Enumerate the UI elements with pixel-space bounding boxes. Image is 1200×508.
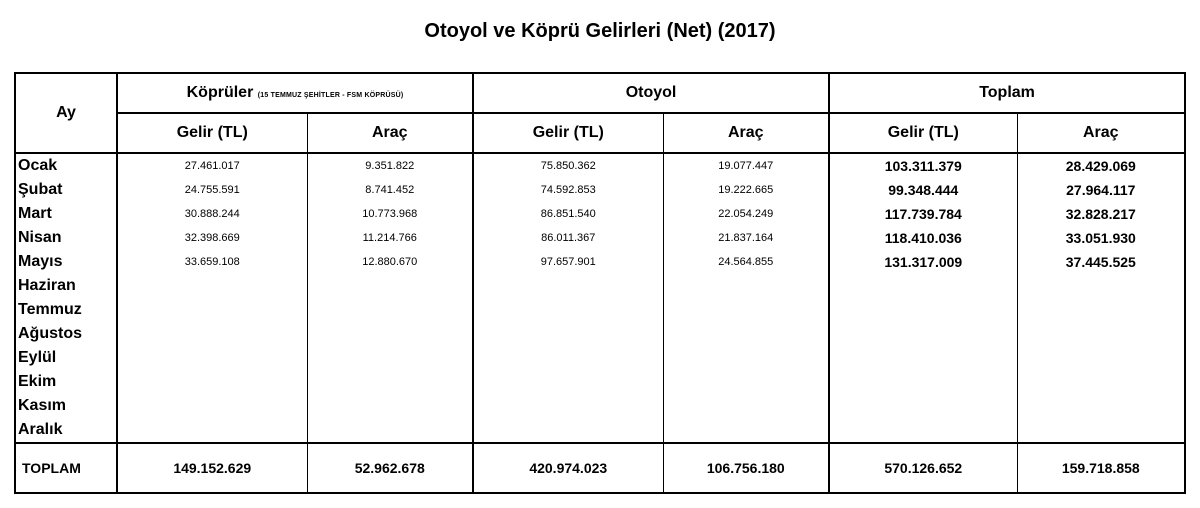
- kopruler-gelir-cell: 24.755.591: [117, 178, 307, 202]
- toplam-arac-cell: [1017, 394, 1185, 418]
- month-cell: Ağustos: [15, 322, 117, 346]
- kopruler-gelir-cell: 33.659.108: [117, 250, 307, 274]
- otoyol-arac-cell: 21.837.164: [663, 226, 829, 250]
- totals-toplam-gelir: 570.126.652: [829, 443, 1017, 493]
- totals-otoyol-gelir: 420.974.023: [473, 443, 663, 493]
- toplam-gelir-cell: 99.348.444: [829, 178, 1017, 202]
- table-row: [15, 178, 1185, 202]
- month-cell: Aralık: [15, 418, 117, 443]
- toplam-arac-cell: [1017, 370, 1185, 394]
- otoyol-arac-cell: [663, 370, 829, 394]
- toplam-gelir-cell: [829, 298, 1017, 322]
- otoyol-arac-cell: 19.077.447: [663, 153, 829, 178]
- kopruler-arac-cell: [307, 370, 473, 394]
- kopruler-gelir-cell: [117, 394, 307, 418]
- revenue-table: [14, 72, 1186, 494]
- toplam-arac-cell: 28.429.069: [1017, 153, 1185, 178]
- table-row: [15, 226, 1185, 250]
- kopruler-gelir-cell: [117, 298, 307, 322]
- otoyol-arac-cell: [663, 274, 829, 298]
- kopruler-arac-cell: [307, 394, 473, 418]
- kopruler-gelir-cell: 30.888.244: [117, 202, 307, 226]
- toplam-arac-cell: [1017, 322, 1185, 346]
- header-ay: Ay: [15, 73, 117, 153]
- header-toplam: Toplam: [829, 73, 1185, 113]
- kopruler-gelir-cell: [117, 274, 307, 298]
- kopruler-arac-cell: [307, 298, 473, 322]
- table-row: [15, 394, 1185, 418]
- month-cell: Nisan: [15, 226, 117, 250]
- totals-kopruler-arac: 52.962.678: [307, 443, 473, 493]
- month-cell: Haziran: [15, 274, 117, 298]
- toplam-arac-cell: [1017, 274, 1185, 298]
- otoyol-arac-cell: [663, 298, 829, 322]
- header-toplam-gelir: Gelir (TL): [829, 113, 1017, 153]
- table-row: [15, 250, 1185, 274]
- header-kopruler-arac: Araç: [307, 113, 473, 153]
- kopruler-arac-cell: 12.880.670: [307, 250, 473, 274]
- otoyol-gelir-cell: 75.850.362: [473, 153, 663, 178]
- toplam-arac-cell: 32.828.217: [1017, 202, 1185, 226]
- header-otoyol-arac: Araç: [663, 113, 829, 153]
- otoyol-gelir-cell: [473, 418, 663, 443]
- toplam-arac-cell: 27.964.117: [1017, 178, 1185, 202]
- kopruler-gelir-cell: [117, 346, 307, 370]
- header-kopruler: [117, 73, 473, 113]
- otoyol-arac-cell: 22.054.249: [663, 202, 829, 226]
- toplam-arac-cell: [1017, 298, 1185, 322]
- toplam-gelir-cell: [829, 346, 1017, 370]
- kopruler-arac-cell: [307, 346, 473, 370]
- month-cell: Temmuz: [15, 298, 117, 322]
- kopruler-gelir-cell: [117, 370, 307, 394]
- table-row: [15, 346, 1185, 370]
- toplam-gelir-cell: 131.317.009: [829, 250, 1017, 274]
- header-kopruler-label: Köprüler: [186, 84, 254, 101]
- kopruler-arac-cell: 8.741.452: [307, 178, 473, 202]
- table-row: [15, 418, 1185, 443]
- kopruler-arac-cell: [307, 418, 473, 443]
- otoyol-gelir-cell: [473, 322, 663, 346]
- kopruler-arac-cell: [307, 322, 473, 346]
- otoyol-gelir-cell: [473, 298, 663, 322]
- header-kopruler-gelir: Gelir (TL): [117, 113, 307, 153]
- toplam-arac-cell: [1017, 418, 1185, 443]
- toplam-gelir-cell: 103.311.379: [829, 153, 1017, 178]
- table-row: [15, 153, 1185, 178]
- toplam-gelir-cell: 117.739.784: [829, 202, 1017, 226]
- otoyol-gelir-cell: [473, 370, 663, 394]
- toplam-arac-cell: 37.445.525: [1017, 250, 1185, 274]
- header-otoyol-gelir: Gelir (TL): [473, 113, 663, 153]
- table-row: [15, 322, 1185, 346]
- table-row: [15, 202, 1185, 226]
- toplam-gelir-cell: [829, 274, 1017, 298]
- month-cell: Mart: [15, 202, 117, 226]
- kopruler-arac-cell: 10.773.968: [307, 202, 473, 226]
- kopruler-arac-cell: [307, 274, 473, 298]
- otoyol-gelir-cell: 97.657.901: [473, 250, 663, 274]
- toplam-gelir-cell: [829, 394, 1017, 418]
- otoyol-arac-cell: 19.222.665: [663, 178, 829, 202]
- toplam-gelir-cell: [829, 418, 1017, 443]
- otoyol-gelir-cell: 74.592.853: [473, 178, 663, 202]
- otoyol-gelir-cell: [473, 346, 663, 370]
- totals-otoyol-arac: 106.756.180: [663, 443, 829, 493]
- month-cell: Ocak: [15, 153, 117, 178]
- toplam-gelir-cell: [829, 370, 1017, 394]
- totals-toplam-arac: 159.718.858: [1017, 443, 1185, 493]
- otoyol-arac-cell: [663, 418, 829, 443]
- kopruler-gelir-cell: [117, 322, 307, 346]
- otoyol-arac-cell: [663, 322, 829, 346]
- kopruler-gelir-cell: [117, 418, 307, 443]
- header-otoyol: Otoyol: [473, 73, 829, 113]
- kopruler-arac-cell: 9.351.822: [307, 153, 473, 178]
- toplam-arac-cell: [1017, 346, 1185, 370]
- kopruler-gelir-cell: 27.461.017: [117, 153, 307, 178]
- header-kopruler-note: (15 TEMMUZ ŞEHİTLER - FSM KÖPRÜSÜ): [257, 92, 404, 99]
- otoyol-gelir-cell: 86.851.540: [473, 202, 663, 226]
- month-cell: Ekim: [15, 370, 117, 394]
- table-row: [15, 370, 1185, 394]
- page-title: Otoyol ve Köprü Gelirleri (Net) (2017): [424, 20, 776, 42]
- otoyol-gelir-cell: [473, 394, 663, 418]
- kopruler-gelir-cell: 32.398.669: [117, 226, 307, 250]
- month-cell: Mayıs: [15, 250, 117, 274]
- toplam-gelir-cell: [829, 322, 1017, 346]
- month-cell: Şubat: [15, 178, 117, 202]
- toplam-gelir-cell: 118.410.036: [829, 226, 1017, 250]
- otoyol-gelir-cell: 86.011.367: [473, 226, 663, 250]
- otoyol-arac-cell: [663, 346, 829, 370]
- toplam-arac-cell: 33.051.930: [1017, 226, 1185, 250]
- header-toplam-arac: Araç: [1017, 113, 1185, 153]
- kopruler-arac-cell: 11.214.766: [307, 226, 473, 250]
- table-row: [15, 298, 1185, 322]
- otoyol-arac-cell: 24.564.855: [663, 250, 829, 274]
- totals-label: TOPLAM: [15, 443, 117, 493]
- otoyol-arac-cell: [663, 394, 829, 418]
- totals-kopruler-gelir: 149.152.629: [117, 443, 307, 493]
- table-row: [15, 274, 1185, 298]
- month-cell: Eylül: [15, 346, 117, 370]
- otoyol-gelir-cell: [473, 274, 663, 298]
- month-cell: Kasım: [15, 394, 117, 418]
